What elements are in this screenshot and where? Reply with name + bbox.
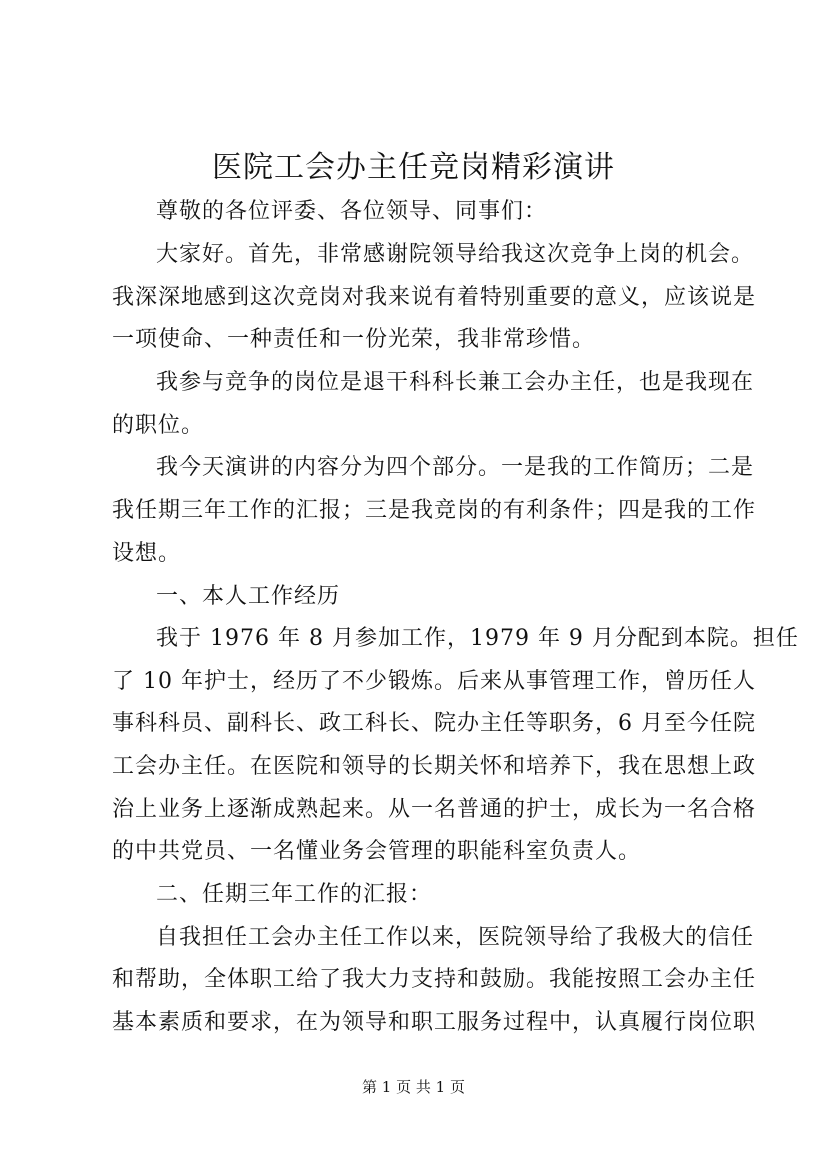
body-line: 的职位。	[112, 413, 205, 438]
document-title: 医院工会办主任竞岗精彩演讲	[212, 150, 615, 185]
body-line: 我任期三年工作的汇报；三是我竞岗的有利条件；四是我的工作	[112, 498, 757, 523]
body-line: 自我担任工会办主任工作以来，医院领导给了我极大的信任	[156, 925, 755, 950]
body-line: 和帮助，全体职工给了我大力支持和鼓励。我能按照工会办主任	[112, 967, 757, 992]
body-line: 治上业务上逐渐成熟起来。从一名普通的护士，成长为一名合格	[112, 797, 757, 822]
page-footer: 第 1 页 共 1 页	[362, 1078, 465, 1096]
body-line: 我今天演讲的内容分为四个部分。一是我的工作简历；二是	[156, 455, 755, 480]
body-line: 一项使命、一种责任和一份光荣，我非常珍惜。	[112, 327, 596, 352]
body-line: 设想。	[112, 541, 182, 566]
body-line: 事科科员、副科长、政工科长、院办主任等职务，6 月至今任院	[112, 711, 756, 736]
salutation-line: 尊敬的各位评委、各位领导、同事们：	[156, 199, 548, 224]
section-heading: 二、任期三年工作的汇报：	[156, 882, 433, 907]
body-line: 我参与竞争的岗位是退干科科长兼工会办主任，也是我现在	[156, 370, 755, 395]
section-heading: 一、本人工作经历	[156, 584, 341, 609]
body-line: 了 10 年护士，经历了不少锻炼。后来从事管理工作，曾历任人	[112, 669, 756, 694]
body-line: 我于 1976 年 8 月参加工作，1979 年 9 月分配到本院。担任	[156, 626, 799, 651]
body-line: 基本素质和要求，在为领导和职工服务过程中，认真履行岗位职	[112, 1010, 757, 1035]
body-line: 的中共党员、一名懂业务会管理的职能科室负责人。	[112, 839, 642, 864]
body-line: 工会办主任。在医院和领导的长期关怀和培养下，我在思想上政	[112, 754, 757, 779]
body-line: 我深深地感到这次竞岗对我来说有着特别重要的意义，应该说是	[112, 285, 757, 310]
body-line: 大家好。首先，非常感谢院领导给我这次竞争上岗的机会。	[156, 242, 755, 267]
